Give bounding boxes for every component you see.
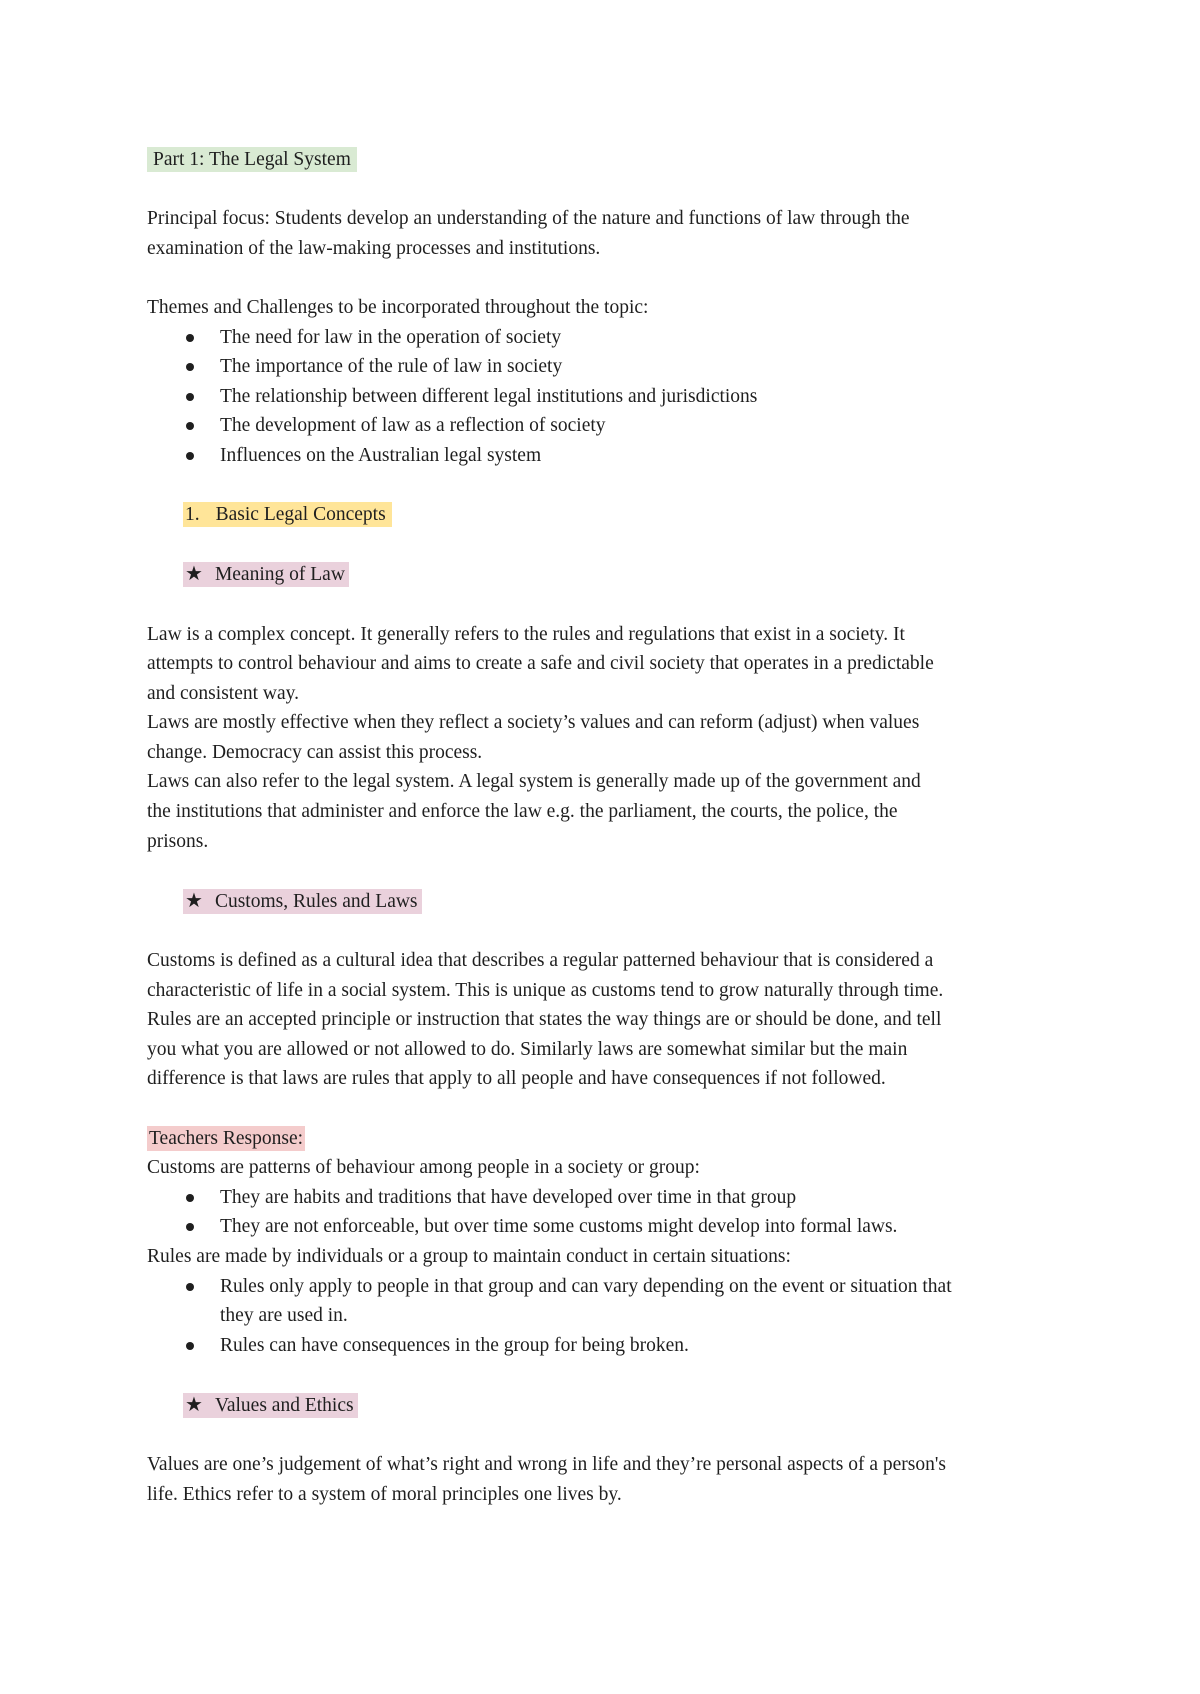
part-title-line [147,145,1077,175]
list-item: The need for law in the operation of society [147,323,1080,353]
meaning-paragraph-line: Law is a complex concept. It generally refers to the rules and regulations that exist in a society. It [147,623,905,645]
bullet-icon [186,334,194,342]
meaning-paragraph-line: attempts to control behaviour and aims to create a safe and civil society that operates in a predictable [147,653,934,675]
bullet-icon [186,422,194,430]
meaning-paragraph-line: Laws are mostly effective when they reflect a society’s values and can reform (adjust) when values [147,712,920,734]
principal-focus-line-1: Principal focus: Students develop an understanding of the nature and functions of law through the [147,208,910,230]
customs-paragraph-line: Rules are an accepted principle or instruction that states the way things are or should be done, and tell [147,1009,942,1031]
list-item: The importance of the rule of law in society [147,352,1080,382]
customs-patterns-intro: Customs are patterns of behaviour among people in a society or group: [147,1157,700,1179]
customs-paragraph-line: Customs is defined as a cultural idea that describes a regular patterned behaviour that is considered a [147,950,934,972]
star-icon: ★ [185,887,203,912]
bullet-icon [186,1283,194,1291]
meaning-paragraph-line: change. Democracy can assist this process. [147,741,483,763]
principal-focus-line-2: examination of the law-making processes and institutions. [147,237,601,259]
values-paragraph-line: life. Ethics refer to a system of moral principles one lives by. [147,1483,622,1505]
list-item: The relationship between different legal institutions and jurisdictions [147,382,1080,412]
list-item: Influences on the Australian legal system [147,441,1080,471]
customs-paragraph-line: you what you are allowed or not allowed to do. Similarly laws are somewhat similar but the main [147,1038,908,1060]
star-icon: ★ [185,1391,203,1416]
star-icon: ★ [185,561,203,586]
themes-list [147,323,1200,471]
meaning-paragraph-line: the institutions that administer and enforce the law e.g. the parliament, the courts, the police, the [147,801,898,823]
values-paragraph-line: Values are one’s judgement of what’s right and wrong in life and they’re personal aspects of a person's [147,1454,946,1476]
themes-intro: Themes and Challenges to be incorporated throughout the topic: [147,296,649,318]
meaning-paragraph-line: and consistent way. [147,682,299,704]
meaning-paragraph-line: prisons. [147,830,209,852]
bullet-icon [186,363,194,371]
list-item: They are habits and traditions that have developed over time in that group [147,1183,1080,1213]
list-item: Rules can have consequences in the group for being broken. [147,1331,1080,1361]
teachers-response-line [147,1124,1077,1154]
section-1-heading [147,500,1113,530]
bullet-icon [186,393,194,401]
values-heading: Values and Ethics [214,1394,354,1416]
customs-bullets [147,1183,1200,1242]
customs-heading: Customs, Rules and Laws [214,890,418,912]
rules-bullets [147,1272,1200,1361]
bullet-icon [186,1223,194,1231]
customs-paragraph-line: characteristic of life in a social system. This is unique as customs tend to grow naturally through time. [147,979,944,1001]
meaning-heading: Meaning of Law [214,564,345,586]
customs-heading-line [147,886,1113,917]
section-title: Basic Legal Concepts [215,504,386,526]
teachers-response-label: Teachers Response: [149,1127,304,1149]
list-item: They are not enforceable, but over time some customs might develop into formal laws. [147,1212,1080,1242]
meaning-paragraph-line: Laws can also refer to the legal system. A legal system is generally made up of the government and [147,771,921,793]
values-heading-line [147,1390,1113,1421]
list-item: The development of law as a reflection of society [147,411,1080,441]
section-number: 1. [185,504,200,526]
bullet-icon [186,1342,194,1350]
bullet-icon [186,1194,194,1202]
rules-intro: Rules are made by individuals or a group to maintain conduct in certain situations: [147,1245,791,1267]
bullet-icon [186,452,194,460]
part-title: Part 1: The Legal System [147,147,357,172]
list-item: Rules only apply to people in that group and can vary depending on the event or situation that they are used in. [147,1272,1080,1331]
customs-paragraph-line: difference is that laws are rules that apply to all people and have consequences if not followed. [147,1068,886,1090]
meaning-heading-line [147,559,1113,590]
